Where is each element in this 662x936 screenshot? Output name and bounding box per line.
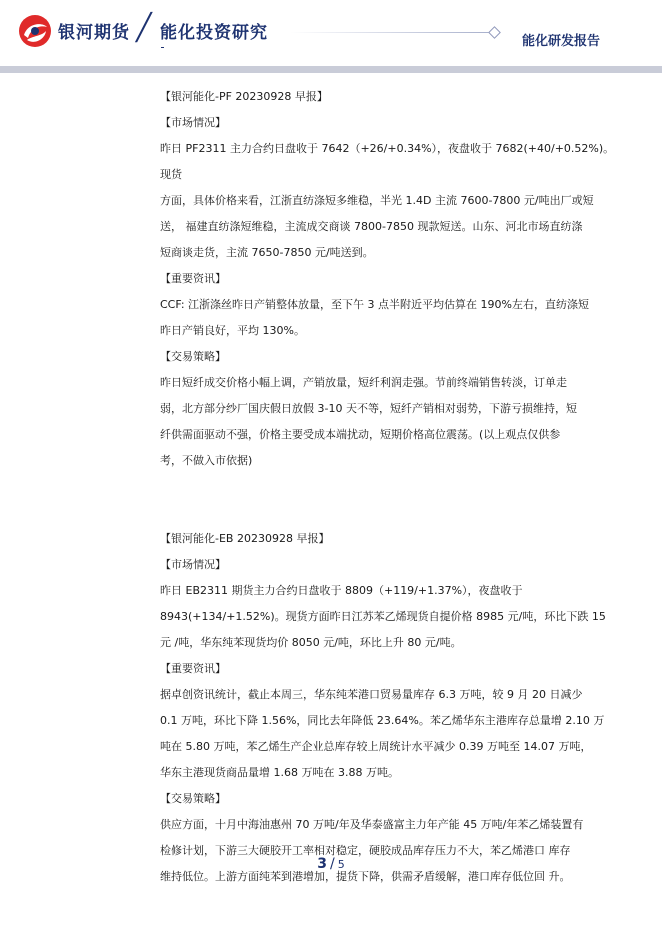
- paragraph-line: 检修计划，下游三大硬胶开工率相对稳定，硬胶成品库存压力不大，苯乙烯港口 库存: [160, 844, 571, 857]
- paragraph-line: 昨日短纤成交价格小幅上调，产销放量，短纤利润走强。节前终端销售转淡，订单走: [160, 376, 567, 389]
- news-heading: 【重要资讯】: [160, 662, 226, 675]
- page-number: [0, 856, 662, 872]
- paragraph-line: 维持低位。上游方面纯苯到港增加，提货下降，供需矛盾缓解，港口库存低位回 升。: [160, 870, 571, 883]
- paragraph-line: 昨日产销良好，平均 130%。: [160, 324, 305, 337]
- section-title: 【银河能化-EB 20230928 早报】: [160, 532, 330, 545]
- news-heading: 【重要资讯】: [160, 272, 226, 285]
- decorative-line: [290, 32, 490, 33]
- paragraph-line: 昨日 EB2311 期货主力合约日盘收于 8809（+119/+1.37%），夜盘收于: [160, 584, 523, 597]
- strategy-heading: 【交易策略】: [160, 350, 226, 363]
- report-section-pf: [160, 84, 624, 474]
- section-spacer: [160, 474, 624, 526]
- header-band: [0, 66, 662, 73]
- decorative-dash: [161, 47, 164, 48]
- brand-name: 银河期货: [58, 23, 130, 43]
- report-body: [160, 84, 624, 890]
- report-section-eb: [160, 526, 624, 890]
- page-header: [0, 0, 662, 66]
- paragraph-line: 短商谈走货，主流 7650-7850 元/吨送到。: [160, 246, 374, 259]
- page-separator: /: [330, 856, 335, 872]
- section-title: 【银河能化-PF 20230928 早报】: [160, 90, 328, 103]
- paragraph-line: 方面，具体价格来看，江浙直纺涤短多维稳，半光 1.4D 主流 7600-7800 元/吨出厂或短: [160, 194, 594, 207]
- galaxy-logo-icon: [18, 14, 52, 48]
- paragraph-line: 弱，北方部分纱厂国庆假日放假 3-10 天不等，短纤产销相对弱势，下游亏损维持，短: [160, 402, 577, 415]
- paragraph-line: CCF: 江浙涤丝昨日产销整体放量，至下午 3 点半附近平均估算在 190%左右，直纺涤短: [160, 298, 589, 311]
- paragraph-line: 吨在 5.80 万吨，苯乙烯生产企业总库存较上周统计水平减少 0.39 万吨至 14.07 万吨，: [160, 740, 592, 753]
- paragraph-line: 元 /吨，华东纯苯现货均价 8050 元/吨，环比上升 80 元/吨。: [160, 636, 462, 649]
- department-title: 能化投资研究: [160, 23, 268, 43]
- paragraph-line: 供应方面，十月中海油惠州 70 万吨/年及华泰盛富主力年产能 45 万吨/年苯乙烯装置有: [160, 818, 584, 831]
- paragraph-line: 考，不做入市依据): [160, 454, 253, 467]
- paragraph-line: 昨日 PF2311 主力合约日盘收于 7642（+26/+0.34%），夜盘收于 7682(+40/+0.52%)。现货: [160, 142, 615, 181]
- paragraph-line: 据卓创资讯统计，截止本周三，华东纯苯港口贸易量库存 6.3 万吨，较 9 月 20 日减少: [160, 688, 583, 701]
- current-page: 3: [317, 856, 328, 872]
- paragraph-line: 华东主港现货商品量增 1.68 万吨在 3.88 万吨。: [160, 766, 399, 779]
- diamond-icon: [488, 26, 501, 39]
- market-heading: 【市场情况】: [160, 558, 226, 571]
- paragraph-line: 纤供需面驱动不强，价格主要受成本端扰动，短期价格高位震荡。(以上观点仅供参: [160, 428, 561, 441]
- paragraph-line: 8943(+134/+1.52%)。现货方面昨日江苏苯乙烯现货自提价格 8985 元/吨，环比下跌 15: [160, 610, 606, 623]
- total-pages: 5: [337, 858, 345, 871]
- report-type-label: 能化研发报告: [522, 34, 601, 49]
- strategy-heading: 【交易策略】: [160, 792, 226, 805]
- market-heading: 【市场情况】: [160, 116, 226, 129]
- paragraph-line: 送， 福建直纺涤短维稳，主流成交商谈 7800-7850 现款短送。山东、河北市场直纺涤: [160, 220, 583, 233]
- paragraph-line: 0.1 万吨，环比下降 1.56%，同比去年降低 23.64%。苯乙烯华东主港库存总量增 2.10 万: [160, 714, 605, 727]
- header-divider-slash: ╱: [136, 13, 152, 43]
